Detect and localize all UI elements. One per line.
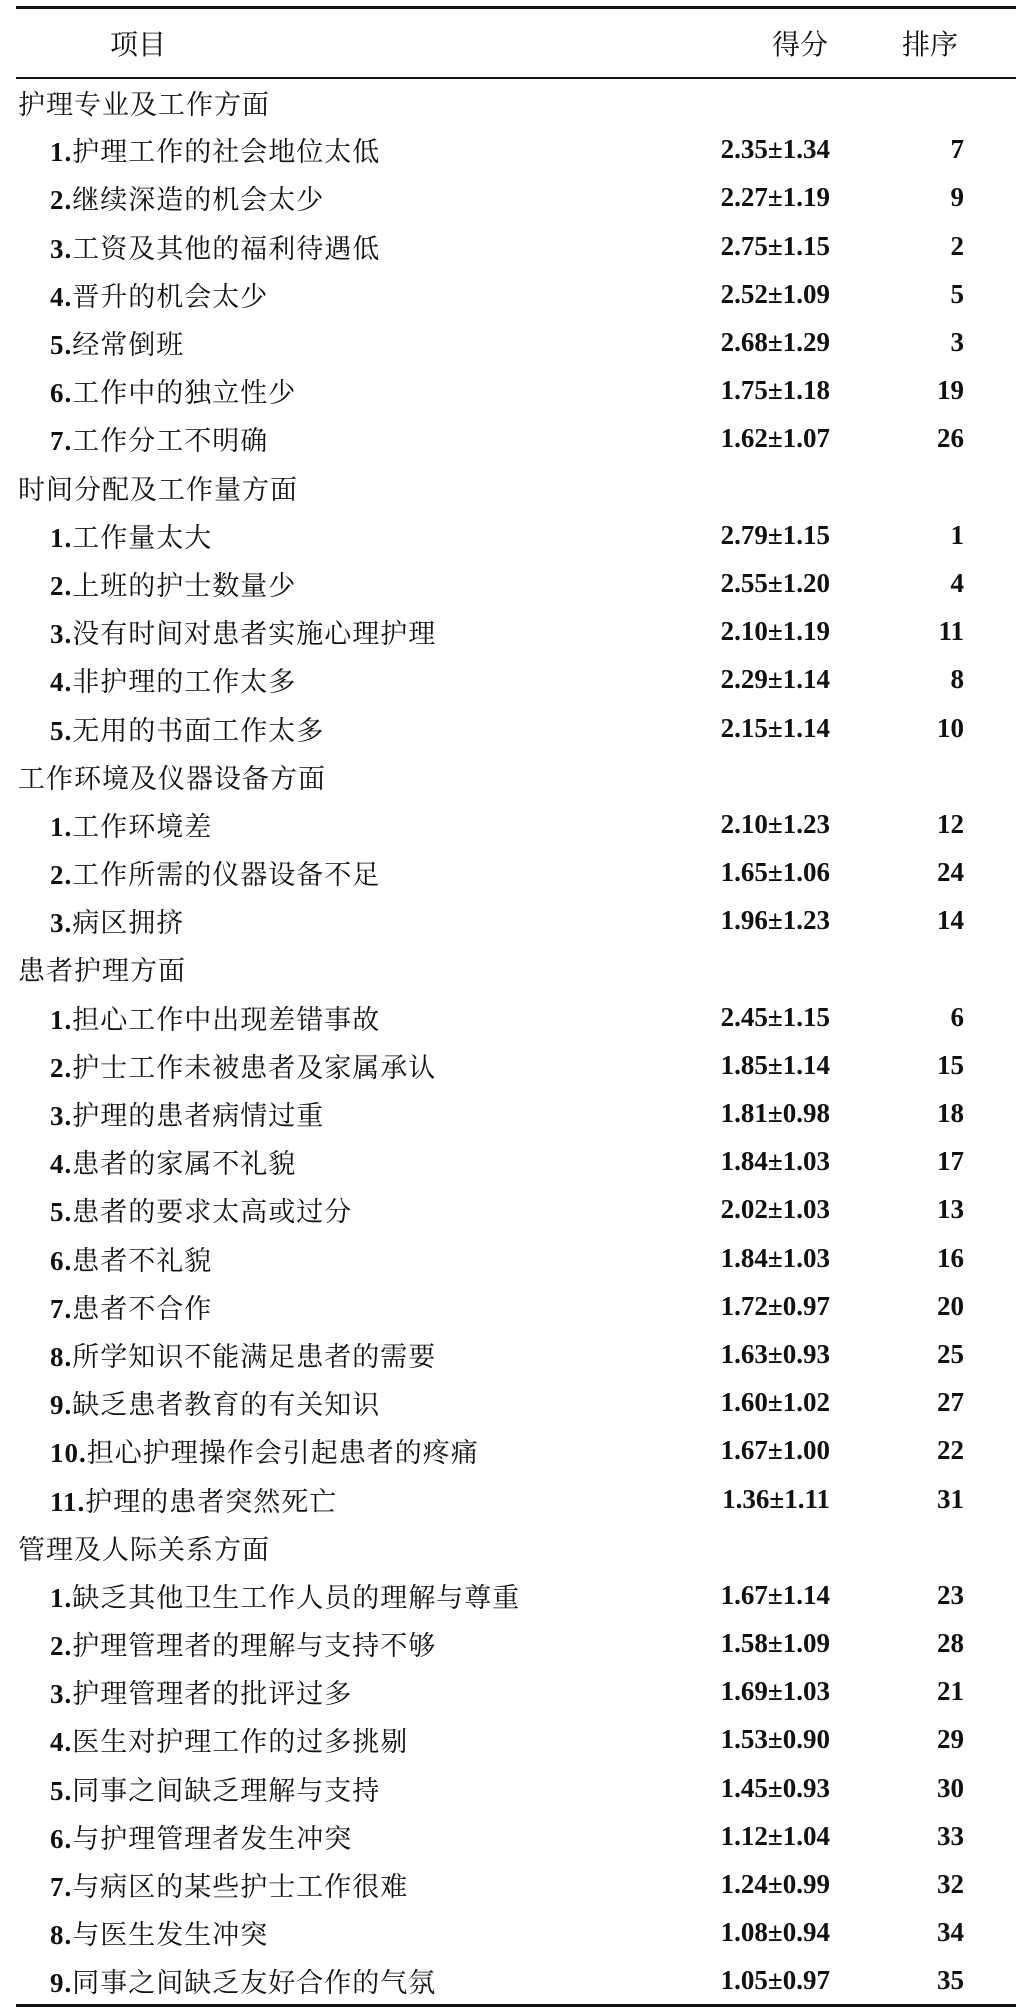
table-row [16,1330,1016,1378]
table-row [16,608,1016,656]
item-cell [16,1427,658,1475]
table-row [16,897,1016,945]
item-number: 3. [50,233,73,264]
item-number: 5. [50,1775,73,1806]
item-number: 6. [50,1823,73,1854]
section-row [16,78,1016,126]
item-score: 1.67±1.00 [720,1435,830,1466]
item-label: 患者的家属不礼貌 [72,1149,297,1181]
item-rank: 17 [937,1146,964,1177]
item-cell [16,511,658,559]
table-row [16,126,1016,174]
item-rank: 24 [937,857,964,888]
table-row [16,270,1016,318]
item-rank: 23 [937,1579,964,1610]
table-row [16,993,1016,1041]
item-number: 7. [50,1872,73,1903]
table-row [16,1282,1016,1330]
item-rank: 20 [937,1290,964,1321]
item-number: 10. [50,1438,87,1469]
item-cell [16,1186,658,1234]
item-cell [16,1668,658,1716]
item-number: 9. [50,1390,73,1421]
item-score: 1.63±0.93 [720,1338,830,1369]
item-label: 护理的患者病情过重 [72,1101,325,1133]
item-score: 1.62±1.07 [720,423,830,454]
table-row [16,1475,1016,1523]
item-rank: 2 [950,230,964,261]
item-number: 3. [50,1101,73,1132]
section-title: 时间分配及工作量方面 [18,474,298,506]
item-label: 工作分工不明确 [72,426,269,458]
item-score: 2.52±1.09 [720,278,830,309]
item-number: 1. [50,522,73,553]
item-score: 1.12±1.04 [720,1820,830,1851]
item-rank: 34 [937,1917,964,1948]
item-number: 3. [50,908,73,939]
item-number: 4. [50,281,73,312]
item-rank: 19 [937,375,964,406]
item-label: 无用的书面工作太多 [72,715,325,747]
item-score: 2.02±1.03 [720,1194,830,1225]
item-rank: 9 [950,182,964,213]
item-number: 4. [50,1727,73,1758]
item-number: 8. [50,1920,73,1951]
item-number: 7. [50,426,73,457]
item-number: 2. [50,185,73,216]
item-rank: 11 [938,616,964,647]
item-rank: 21 [937,1676,964,1707]
item-cell [16,270,658,318]
item-cell [16,608,658,656]
table-row [16,800,1016,848]
table-row [16,1571,1016,1619]
item-score: 1.58±1.09 [720,1628,830,1659]
item-rank: 15 [937,1049,964,1080]
item-label: 所学知识不能满足患者的需要 [72,1341,437,1373]
item-number: 7. [50,1293,73,1324]
item-rank: 10 [937,712,964,743]
item-score: 1.84±1.03 [720,1146,830,1177]
item-score: 2.55±1.20 [720,567,830,598]
item-cell [16,656,658,704]
item-label: 工作量太大 [72,522,213,554]
item-score: 1.08±0.94 [720,1917,830,1948]
item-number: 6. [50,378,73,409]
item-rank: 26 [937,423,964,454]
table-row [16,174,1016,222]
item-cell [16,849,658,897]
item-score: 1.65±1.06 [720,857,830,888]
item-label: 上班的护士数量少 [72,570,297,602]
item-rank: 29 [937,1724,964,1755]
item-score: 1.72±0.97 [720,1290,830,1321]
item-label: 晋升的机会太少 [72,281,269,313]
item-score: 2.10±1.19 [720,616,830,647]
section-title: 患者护理方面 [18,956,186,988]
item-cell [16,1379,658,1427]
item-cell [16,1475,658,1523]
item-number: 3. [50,619,73,650]
section-row [16,945,1016,993]
table-row [16,222,1016,270]
item-number: 1. [50,1004,73,1035]
item-rank: 27 [937,1387,964,1418]
item-rank: 3 [950,327,964,358]
item-rank: 7 [950,134,964,165]
item-cell [16,704,658,752]
header-rank: 排序 [854,8,1016,78]
item-label: 工作中的独立性少 [72,378,297,410]
table-row [16,656,1016,704]
table-row [16,1812,1016,1860]
item-rank: 25 [937,1338,964,1369]
item-label: 与病区的某些护士工作很难 [72,1872,409,1904]
item-score: 1.84±1.03 [720,1242,830,1273]
item-number: 2. [50,860,73,891]
item-label: 患者不合作 [72,1293,213,1325]
table-row [16,1234,1016,1282]
item-rank: 4 [950,567,964,598]
section-row [16,752,1016,800]
table-row [16,559,1016,607]
header-row [16,8,1016,78]
table-row [16,511,1016,559]
header-score: 得分 [658,8,854,78]
item-number: 8. [50,1341,73,1372]
item-rank: 5 [950,278,964,309]
item-cell [16,1860,658,1908]
item-score: 1.24±0.99 [720,1869,830,1900]
item-score: 2.29±1.14 [720,664,830,695]
item-rank: 8 [950,664,964,695]
section-title: 工作环境及仪器设备方面 [18,763,326,795]
item-cell [16,1716,658,1764]
item-rank: 31 [937,1483,964,1514]
table-row [16,1957,1016,2005]
section-title: 护理专业及工作方面 [18,89,270,121]
item-label: 护理的患者突然死亡 [85,1486,338,1518]
item-number: 2. [50,1052,73,1083]
item-score: 1.60±1.02 [720,1387,830,1418]
item-rank: 35 [854,1957,1016,2005]
item-cell [16,800,658,848]
item-label: 工作所需的仪器设备不足 [72,860,381,892]
item-cell [16,318,658,366]
item-score: 1.53±0.90 [720,1724,830,1755]
table-row [16,1138,1016,1186]
item-cell [16,126,658,174]
item-label: 同事之间缺乏理解与支持 [72,1775,381,1807]
table-row [16,318,1016,366]
item-score: 1.85±1.14 [720,1049,830,1080]
table-row [16,1860,1016,1908]
item-rank: 30 [937,1772,964,1803]
table-row [16,1089,1016,1137]
table-row [16,1620,1016,1668]
item-cell [16,1909,658,1957]
item-rank: 16 [937,1242,964,1273]
item-label: 没有时间对患者实施心理护理 [72,619,437,651]
item-label: 患者不礼貌 [72,1245,213,1277]
item-cell [16,1620,658,1668]
item-label: 非护理的工作太多 [72,667,297,699]
item-label: 与医生发生冲突 [72,1920,269,1952]
item-rank: 6 [950,1001,964,1032]
item-number: 11. [50,1486,86,1517]
item-number: 4. [50,1149,73,1180]
item-cell [16,1089,658,1137]
table-row [16,1379,1016,1427]
item-score: 1.36±1.11 [722,1483,830,1514]
item-rank: 33 [937,1820,964,1851]
item-cell [16,1812,658,1860]
item-rank: 12 [937,808,964,839]
table-row [16,849,1016,897]
item-label: 缺乏患者教育的有关知识 [72,1390,381,1422]
item-label: 患者的要求太高或过分 [72,1197,353,1229]
item-label: 缺乏其他卫生工作人员的理解与尊重 [72,1582,521,1614]
table-row [16,1668,1016,1716]
item-label: 担心护理操作会引起患者的疼痛 [86,1438,479,1470]
table-header [16,8,1016,78]
item-cell [16,1234,658,1282]
item-number: 1. [50,137,73,168]
stressor-score-table-container [16,6,1016,2007]
item-number: 6. [50,1245,73,1276]
item-number: 2. [50,1631,73,1662]
item-score: 2.79±1.15 [720,519,830,550]
item-number: 1. [50,1582,73,1613]
item-rank: 1 [950,519,964,550]
item-label: 继续深造的机会太少 [72,185,325,217]
item-label: 工作环境差 [72,811,213,843]
table-row [16,704,1016,752]
item-score: 2.45±1.15 [720,1001,830,1032]
table-row [16,367,1016,415]
section-row [16,1523,1016,1571]
item-cell [16,1330,658,1378]
item-score: 1.81±0.98 [720,1098,830,1129]
item-number: 9. [50,1967,73,1998]
item-cell [16,1138,658,1186]
item-score: 1.67±1.14 [720,1579,830,1610]
item-score: 1.05±0.97 [658,1957,854,2005]
stressor-score-table [16,6,1016,2007]
item-label: 护理管理者的批评过多 [72,1679,353,1711]
item-number: 5. [50,715,73,746]
item-rank: 32 [937,1869,964,1900]
item-label: 病区拥挤 [72,908,185,940]
table-row [16,1041,1016,1089]
table-row [16,1764,1016,1812]
item-cell [16,222,658,270]
item-score: 2.68±1.29 [720,327,830,358]
item-rank: 28 [937,1628,964,1659]
item-label: 护理管理者的理解与支持不够 [72,1631,437,1663]
item-score: 1.96±1.23 [720,905,830,936]
item-label: 与护理管理者发生冲突 [72,1823,353,1855]
item-cell [16,415,658,463]
item-label: 同事之间缺乏友好合作的气氛 [72,1967,437,1999]
item-cell [16,993,658,1041]
item-cell [16,174,658,222]
item-label: 护理工作的社会地位太低 [72,137,381,169]
item-number: 2. [50,570,73,601]
table-row [16,1909,1016,1957]
item-cell [16,897,658,945]
item-number: 5. [50,330,73,361]
item-score: 1.69±1.03 [720,1676,830,1707]
item-score: 2.15±1.14 [720,712,830,743]
item-number: 5. [50,1197,73,1228]
item-cell [16,559,658,607]
item-cell [16,367,658,415]
item-label: 工资及其他的福利待遇低 [72,233,381,265]
item-number: 4. [50,667,73,698]
item-score: 2.10±1.23 [720,808,830,839]
item-cell [16,1041,658,1089]
item-score: 1.75±1.18 [720,375,830,406]
item-score: 2.27±1.19 [720,182,830,213]
item-label: 医生对护理工作的过多挑剔 [72,1727,409,1759]
item-score: 2.75±1.15 [720,230,830,261]
item-rank: 18 [937,1098,964,1129]
table-row [16,1186,1016,1234]
item-rank: 14 [937,905,964,936]
item-cell [16,1957,658,2005]
item-score: 2.35±1.34 [720,134,830,165]
table-row [16,1716,1016,1764]
item-cell [16,1571,658,1619]
item-label: 经常倒班 [72,330,185,362]
item-number: 3. [50,1679,73,1710]
item-label: 担心工作中出现差错事故 [72,1004,381,1036]
item-number: 1. [50,811,73,842]
section-row [16,463,1016,511]
header-item: 项目 [16,8,658,78]
item-cell [16,1764,658,1812]
table-row [16,1427,1016,1475]
item-rank: 13 [937,1194,964,1225]
table-body [16,78,1016,2006]
item-rank: 22 [937,1435,964,1466]
item-score: 1.45±0.93 [720,1772,830,1803]
item-label: 护士工作未被患者及家属承认 [72,1052,437,1084]
table-row [16,415,1016,463]
section-title: 管理及人际关系方面 [18,1534,270,1566]
item-cell [16,1282,658,1330]
